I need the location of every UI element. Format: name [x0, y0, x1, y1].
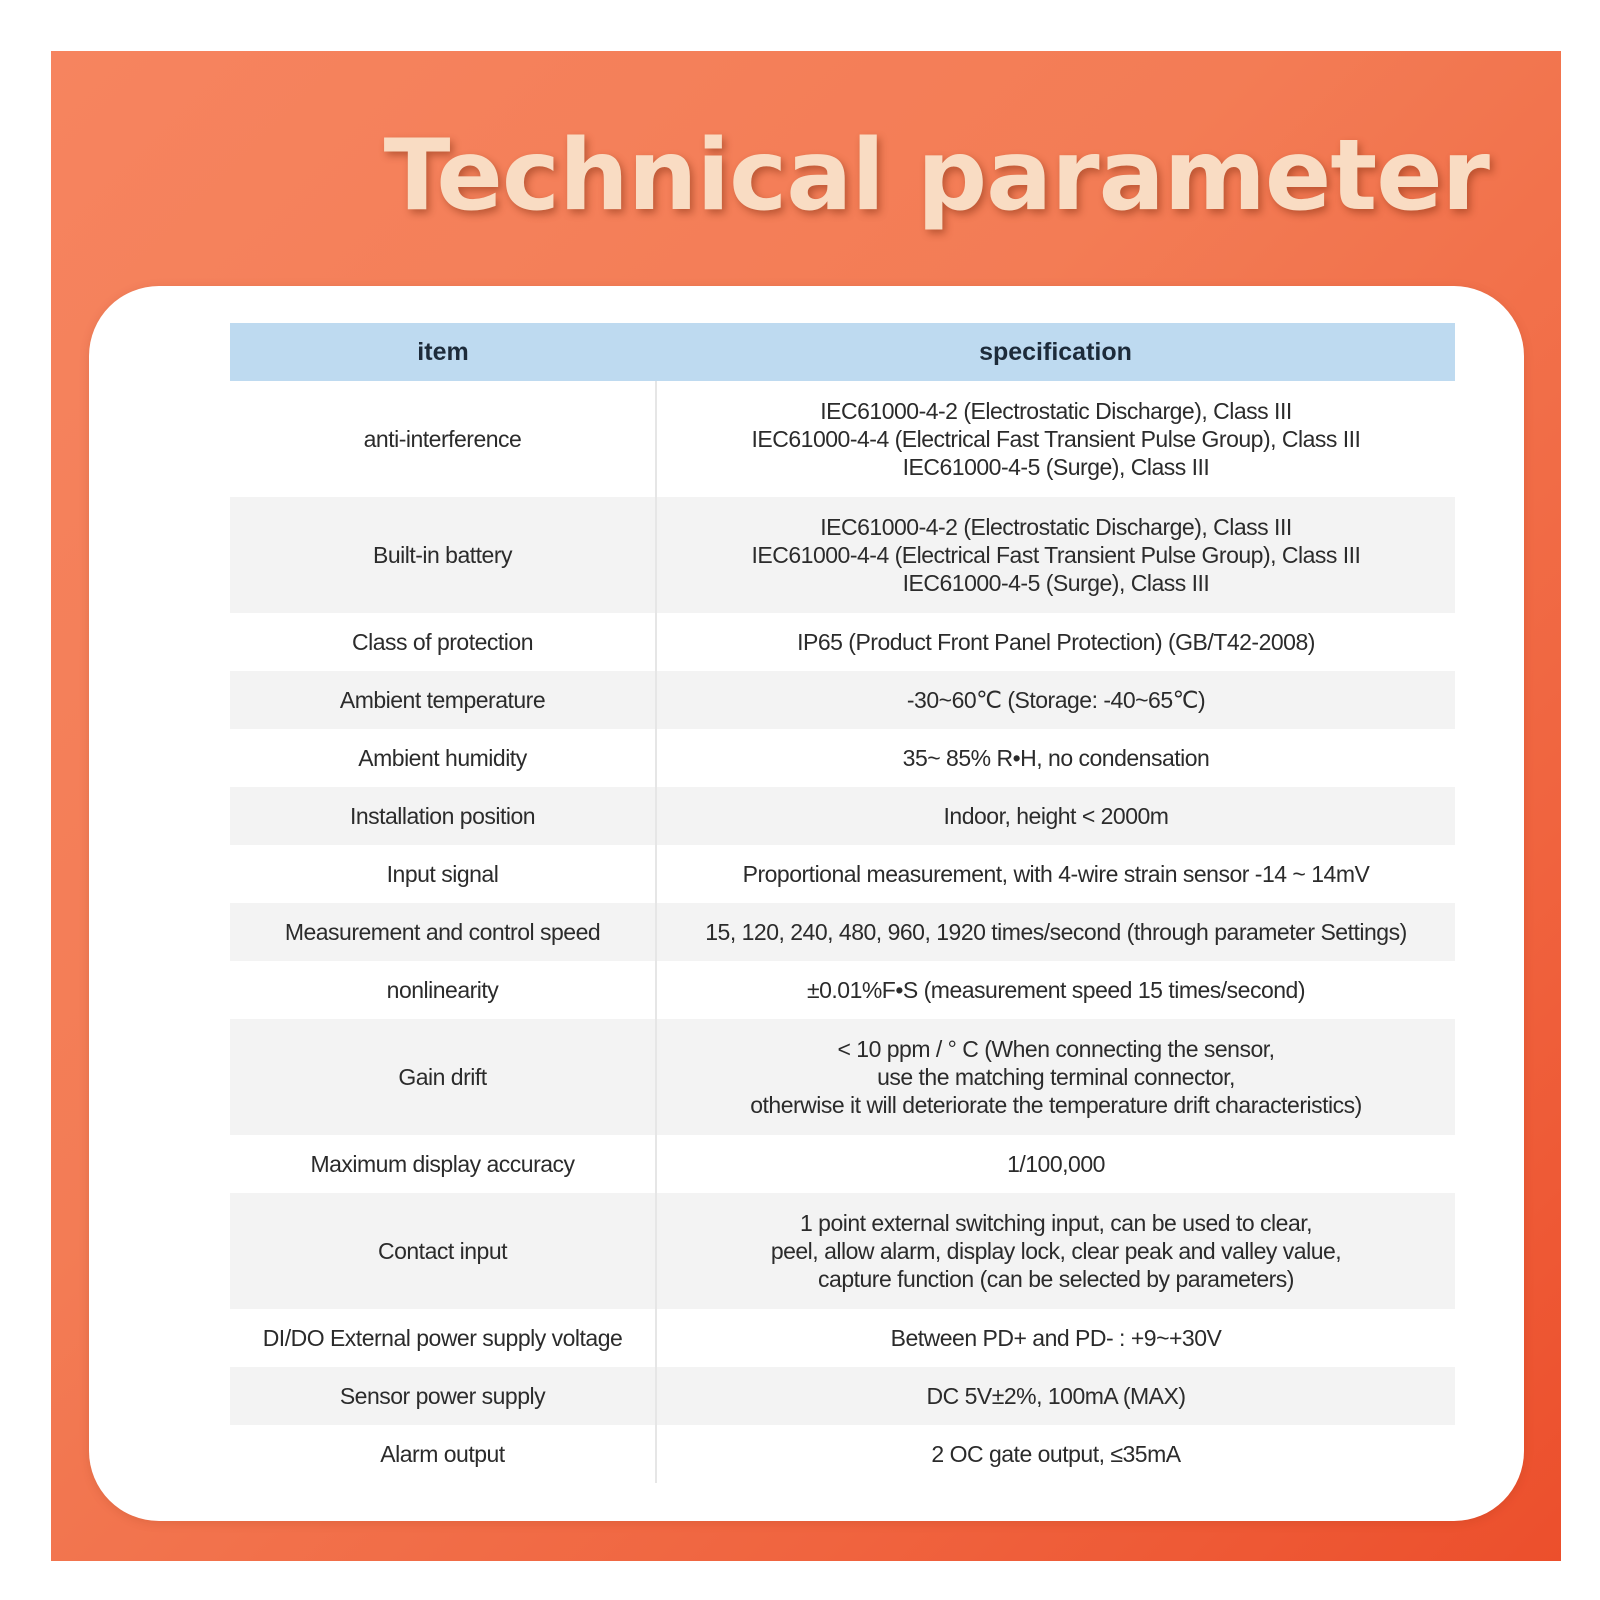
item-cell: Ambient temperature	[230, 671, 656, 729]
table-row	[230, 787, 1455, 845]
table-row	[230, 497, 1455, 613]
specification-line: IEC61000-4-4 (Electrical Fast Transient Pulse Group), Class III	[751, 426, 1361, 452]
specification-line: IP65 (Product Front Panel Protection) (GB/T42-2008)	[797, 629, 1315, 655]
table-row	[230, 381, 1455, 497]
spec-table	[230, 323, 1455, 1483]
specification-cell	[656, 1309, 1455, 1367]
specification-line: 35~ 85% R•H, no condensation	[902, 745, 1210, 771]
specification-line: 1/100,000	[1007, 1151, 1105, 1177]
table-row	[230, 729, 1455, 787]
item-cell: Alarm output	[230, 1425, 656, 1483]
specification-line: IEC61000-4-5 (Surge), Class III	[902, 454, 1210, 480]
specification-line: Proportional measurement, with 4-wire strain sensor -14 ~ 14mV	[742, 861, 1370, 887]
specification-line: ±0.01%F•S (measurement speed 15 times/second)	[806, 977, 1306, 1003]
specification-cell	[656, 1367, 1455, 1425]
spec-card	[89, 286, 1524, 1521]
specification-line: 2 OC gate output, ≤35mA	[931, 1441, 1181, 1467]
item-cell: Contact input	[230, 1193, 656, 1309]
table-row	[230, 671, 1455, 729]
page-title: Technical parameter	[383, 119, 1489, 233]
table-body	[230, 381, 1455, 1483]
item-cell: Maximum display accuracy	[230, 1135, 656, 1193]
item-cell: DI/DO External power supply voltage	[230, 1309, 656, 1367]
specification-cell	[656, 787, 1455, 845]
specification-line: use the matching terminal connector,	[877, 1064, 1235, 1090]
table-row	[230, 1019, 1455, 1135]
specification-line: IEC61000-4-4 (Electrical Fast Transient Pulse Group), Class III	[751, 542, 1361, 568]
specification-line: capture function (can be selected by parameters)	[818, 1266, 1294, 1292]
table-row	[230, 1193, 1455, 1309]
item-cell: Ambient humidity	[230, 729, 656, 787]
specification-cell	[656, 845, 1455, 903]
specification-line: 1 point external switching input, can be used to clear,	[799, 1210, 1313, 1236]
table-row	[230, 1135, 1455, 1193]
header-item: item	[230, 323, 656, 381]
specification-cell	[656, 671, 1455, 729]
specification-line: IEC61000-4-2 (Electrostatic Discharge), Class III	[820, 514, 1292, 540]
specification-line: IEC61000-4-2 (Electrostatic Discharge), Class III	[820, 398, 1292, 424]
item-cell: Gain drift	[230, 1019, 656, 1135]
table-header-row	[230, 323, 1455, 381]
specification-line: Indoor, height < 2000m	[943, 803, 1169, 829]
item-cell: Sensor power supply	[230, 1367, 656, 1425]
specification-line: IEC61000-4-5 (Surge), Class III	[902, 570, 1210, 596]
specification-line: peel, allow alarm, display lock, clear peak and valley value,	[770, 1238, 1342, 1264]
specification-line: -30~60℃ (Storage: -40~65℃)	[906, 687, 1206, 713]
table-row	[230, 903, 1455, 961]
specification-cell	[656, 381, 1455, 497]
item-cell: anti-interference	[230, 381, 656, 497]
table-row	[230, 613, 1455, 671]
table-row	[230, 961, 1455, 1019]
item-cell: nonlinearity	[230, 961, 656, 1019]
item-cell: Measurement and control speed	[230, 903, 656, 961]
specification-line: 15, 120, 240, 480, 960, 1920 times/second (through parameter Settings)	[705, 919, 1407, 945]
specification-cell	[656, 1425, 1455, 1483]
header-specification: specification	[656, 323, 1455, 381]
specification-cell	[656, 1135, 1455, 1193]
table-row	[230, 1367, 1455, 1425]
table-row	[230, 1425, 1455, 1483]
table-row	[230, 1309, 1455, 1367]
specification-cell	[656, 613, 1455, 671]
specification-cell	[656, 961, 1455, 1019]
specification-cell	[656, 1193, 1455, 1309]
specification-cell	[656, 903, 1455, 961]
specification-cell	[656, 729, 1455, 787]
specification-line: otherwise it will deteriorate the temperature drift characteristics)	[750, 1092, 1362, 1118]
specification-line: Between PD+ and PD- : +9~+30V	[890, 1325, 1222, 1351]
specification-line: < 10 ppm / ° C (When connecting the sensor,	[837, 1036, 1275, 1062]
specification-cell	[656, 497, 1455, 613]
table-row	[230, 845, 1455, 903]
item-cell: Built-in battery	[230, 497, 656, 613]
item-cell: Installation position	[230, 787, 656, 845]
item-cell: Input signal	[230, 845, 656, 903]
item-cell: Class of protection	[230, 613, 656, 671]
specification-cell	[656, 1019, 1455, 1135]
banner-background	[51, 51, 1561, 1561]
specification-line: DC 5V±2%, 100mA (MAX)	[926, 1383, 1186, 1409]
